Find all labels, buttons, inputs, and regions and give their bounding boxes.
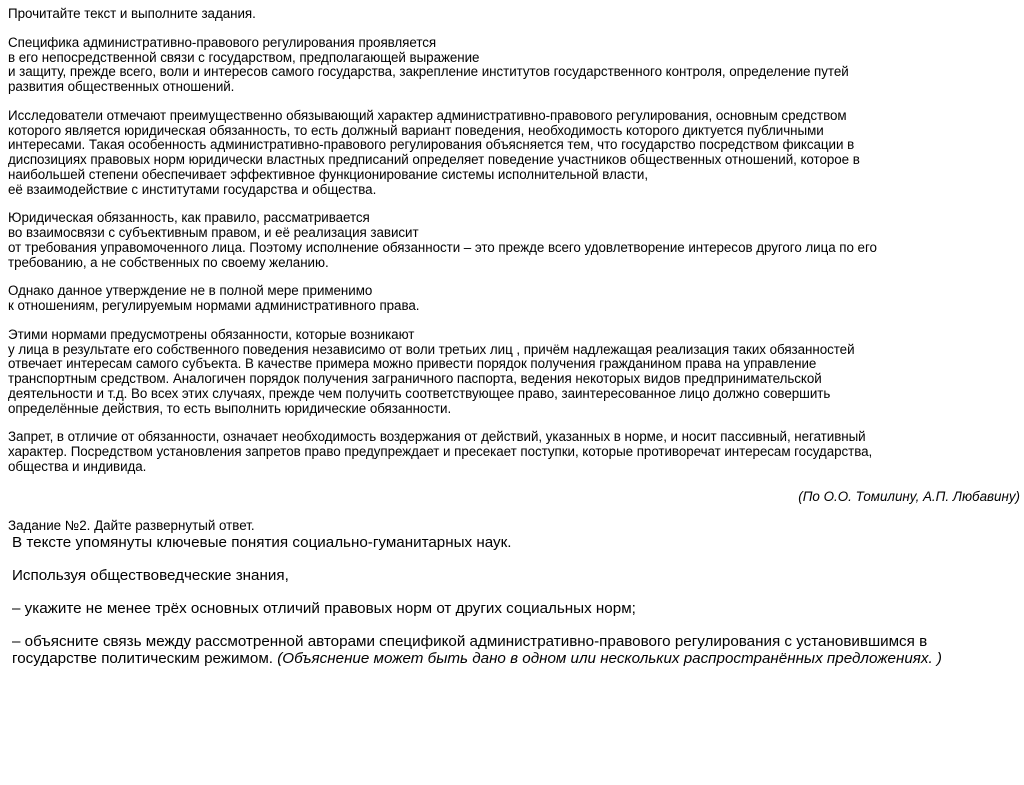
text-line: развития общественных отношений.	[8, 79, 235, 94]
text-line: характер. Посредством установления запретов право предупреждает и пресекает поступки, которые противоречат интересам государства,	[8, 444, 873, 459]
text-line: определённые действия, то есть выполнить юридические обязанности.	[8, 400, 452, 416]
text-line: общества и индивида.	[8, 458, 147, 474]
document	[8, 7, 1020, 683]
task-item-2	[12, 633, 1020, 667]
text-line: наибольшей степени обеспечивает эффективное функционирование системы исполнительной власти,	[8, 166, 649, 182]
text-line: у лица в результате его собственного поведения независимо от воли третьих лиц , причём надлежащая реализация таких обязанностей	[8, 341, 855, 357]
text-line: которого является юридическая обязанность, то есть должный вариант поведения, необходимость которого диктуется публичными	[8, 122, 824, 138]
task-item-2-note: (Объяснение может быть дано в одном или нескольких распространённых предложениях. )	[277, 649, 942, 667]
text-line: требованию, а не собственных по своему желанию.	[8, 254, 329, 270]
text-line: Юридическая обязанность, как правило, рассматривается	[8, 210, 370, 226]
task-lead-text: Используя обществоведческие знания,	[12, 566, 289, 584]
task-intro-text: В тексте упомянуты ключевые понятия социально-гуманитарных наук.	[12, 533, 512, 551]
task-heading: Задание №2. Дайте развернутый ответ.	[8, 517, 255, 533]
source-attribution: (По О.О. Томилину, А.П. Любавину)	[798, 488, 1020, 504]
text-line: Однако данное утверждение не в полной мере применимо	[8, 283, 373, 299]
text-line: Специфика административно-правового регулирования проявляется	[8, 34, 437, 50]
text-paragraph-5	[8, 328, 1020, 417]
text-line: транспортным средством. Аналогичен порядок получения заграничного паспорта, ведения некоторых видов предпринимательской	[8, 371, 822, 386]
text-line: и защиту, прежде всего, воли и интересов самого государства, закрепление институтов государственного контроля, определение путей	[8, 64, 849, 80]
task-item-2-text: государстве политическим режимом.	[12, 649, 273, 667]
text-paragraph-3	[8, 211, 1020, 270]
text-line: Этими нормами предусмотрены обязанности, которые возникают	[8, 326, 415, 342]
text-line: диспозициях правовых норм юридически властных предписаний определяет поведение участников общественных отношений, которое в	[8, 152, 860, 167]
task-item-2-line-2	[12, 650, 1020, 667]
text-line: интересами. Такая особенность административно-правового регулирования объясняется тем, что государство посредством фиксации в	[8, 137, 855, 153]
task-intro	[12, 534, 1020, 551]
task-item-1-text: – укажите не менее трёх основных отличий правовых норм от других социальных норм;	[12, 599, 636, 617]
text-line: от требования управомоченного лица. Поэтому исполнение обязанности – это прежде всего удовлетворение интересов другого лица по его	[8, 239, 877, 255]
instruction	[8, 7, 1020, 22]
task-lead	[12, 567, 1020, 584]
text-line: деятельности и т.д. Во всех этих случаях, прежде чем получить соответствующее право, заинтересованное лицо должно совершить	[8, 385, 831, 401]
task-item-1	[12, 600, 1020, 617]
text-line: в его непосредственной связи с государством, предполагающей выражение	[8, 49, 480, 65]
instruction-text: Прочитайте текст и выполните задания.	[8, 6, 256, 21]
text-line: отвечает интересам самого субъекта. В качестве примера можно привести порядок получения гражданином права на управление	[8, 356, 817, 372]
text-line: во взаимосвязи с субъективным правом, и её реализация зависит	[8, 225, 419, 240]
text-paragraph-6	[8, 430, 1020, 474]
task-body	[12, 534, 1020, 667]
text-line: Запрет, в отличие от обязанности, означает необходимость воздержания от действий, указанных в норме, и носит пассивный, негативный	[8, 429, 866, 445]
text-paragraph-2	[8, 109, 1020, 198]
text-paragraph-1	[8, 36, 1020, 95]
text-line: её взаимодействие с институтами государства и общества.	[8, 181, 377, 197]
text-paragraph-4	[8, 284, 1020, 314]
task-item-2-line-1: – объясните связь между рассмотренной авторами спецификой административно-правового регулирования с установившимся в	[12, 632, 928, 650]
text-line: к отношениям, регулируемым нормами административного права.	[8, 298, 420, 313]
text-line: Исследователи отмечают преимущественно обязывающий характер административно-правового регулирования, основным средством	[8, 107, 847, 123]
